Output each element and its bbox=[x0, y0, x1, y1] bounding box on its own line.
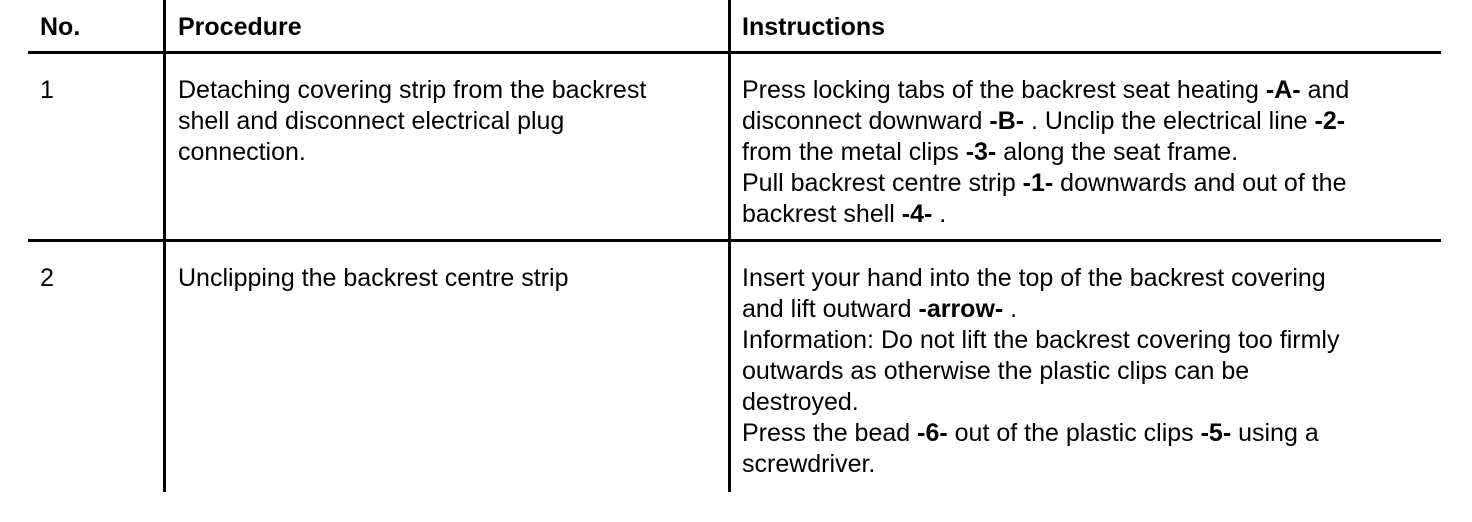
header-instructions: Instructions bbox=[742, 13, 886, 41]
row-1-instructions bbox=[742, 75, 1349, 230]
instruction-line bbox=[742, 418, 1339, 449]
component-callout: -B- bbox=[989, 107, 1025, 135]
instruction-text: Press locking tabs of the backrest seat heating bbox=[742, 76, 1266, 104]
instruction-text: Pull backrest centre strip bbox=[742, 169, 1023, 197]
row-1-no: 1 bbox=[40, 76, 54, 104]
instruction-line bbox=[742, 449, 1339, 480]
component-callout: -6- bbox=[917, 419, 948, 447]
row-2-instructions bbox=[742, 263, 1339, 480]
instruction-text: Information: Do not lift the backrest covering too firmly bbox=[742, 326, 1340, 354]
procedure-line: Detaching covering strip from the backrest bbox=[178, 76, 647, 104]
instruction-line bbox=[742, 325, 1339, 356]
instruction-text: along the seat frame. bbox=[996, 138, 1239, 166]
instruction-text: . bbox=[932, 200, 947, 228]
instruction-text: . Unclip the electrical line bbox=[1024, 107, 1315, 135]
instruction-text: and bbox=[1300, 76, 1350, 104]
procedure-line: Unclipping the backrest centre strip bbox=[178, 264, 569, 292]
column-divider-1 bbox=[163, 0, 166, 492]
instruction-line bbox=[742, 356, 1339, 387]
instruction-text: outwards as otherwise the plastic clips can be bbox=[742, 357, 1250, 385]
row-2-procedure bbox=[178, 263, 568, 294]
column-divider-2 bbox=[728, 0, 731, 492]
row-1-procedure bbox=[178, 75, 646, 168]
instruction-text: using a bbox=[1231, 419, 1319, 447]
instruction-text: out of the plastic clips bbox=[947, 419, 1201, 447]
component-callout: -1- bbox=[1022, 169, 1054, 197]
instruction-text: from the metal clips bbox=[742, 138, 966, 166]
instruction-line bbox=[742, 75, 1349, 106]
component-callout: -arrow- bbox=[918, 295, 1004, 323]
instruction-line bbox=[742, 294, 1339, 325]
procedure-table bbox=[28, 0, 1441, 492]
instruction-line bbox=[742, 387, 1339, 418]
row-2-no: 2 bbox=[40, 264, 54, 292]
component-callout: -5- bbox=[1200, 419, 1232, 447]
instruction-text: Insert your hand into the top of the backrest covering bbox=[742, 264, 1326, 292]
procedure-line: shell and disconnect electrical plug bbox=[178, 107, 565, 135]
component-callout: -A- bbox=[1265, 76, 1301, 104]
header-no: No. bbox=[40, 13, 81, 41]
row-divider bbox=[28, 239, 1441, 242]
instruction-text: downwards and out of the bbox=[1053, 169, 1347, 197]
instruction-line bbox=[742, 106, 1349, 137]
component-callout: -4- bbox=[901, 200, 933, 228]
component-callout: -2- bbox=[1314, 107, 1346, 135]
procedure-line: connection. bbox=[178, 138, 306, 166]
instruction-text: . bbox=[1003, 295, 1018, 323]
instruction-text: disconnect downward bbox=[742, 107, 990, 135]
header-procedure: Procedure bbox=[178, 13, 302, 41]
instruction-line bbox=[742, 199, 1349, 230]
instruction-text: destroyed. bbox=[742, 388, 859, 416]
instruction-line bbox=[742, 168, 1349, 199]
instruction-text: screwdriver. bbox=[742, 450, 876, 478]
instruction-line bbox=[742, 263, 1339, 294]
component-callout: -3- bbox=[965, 138, 997, 166]
instruction-text: backrest shell bbox=[742, 200, 902, 228]
instruction-text: and lift outward bbox=[742, 295, 919, 323]
header-divider bbox=[28, 51, 1441, 54]
instruction-text: Press the bead bbox=[742, 419, 918, 447]
instruction-line bbox=[742, 137, 1349, 168]
